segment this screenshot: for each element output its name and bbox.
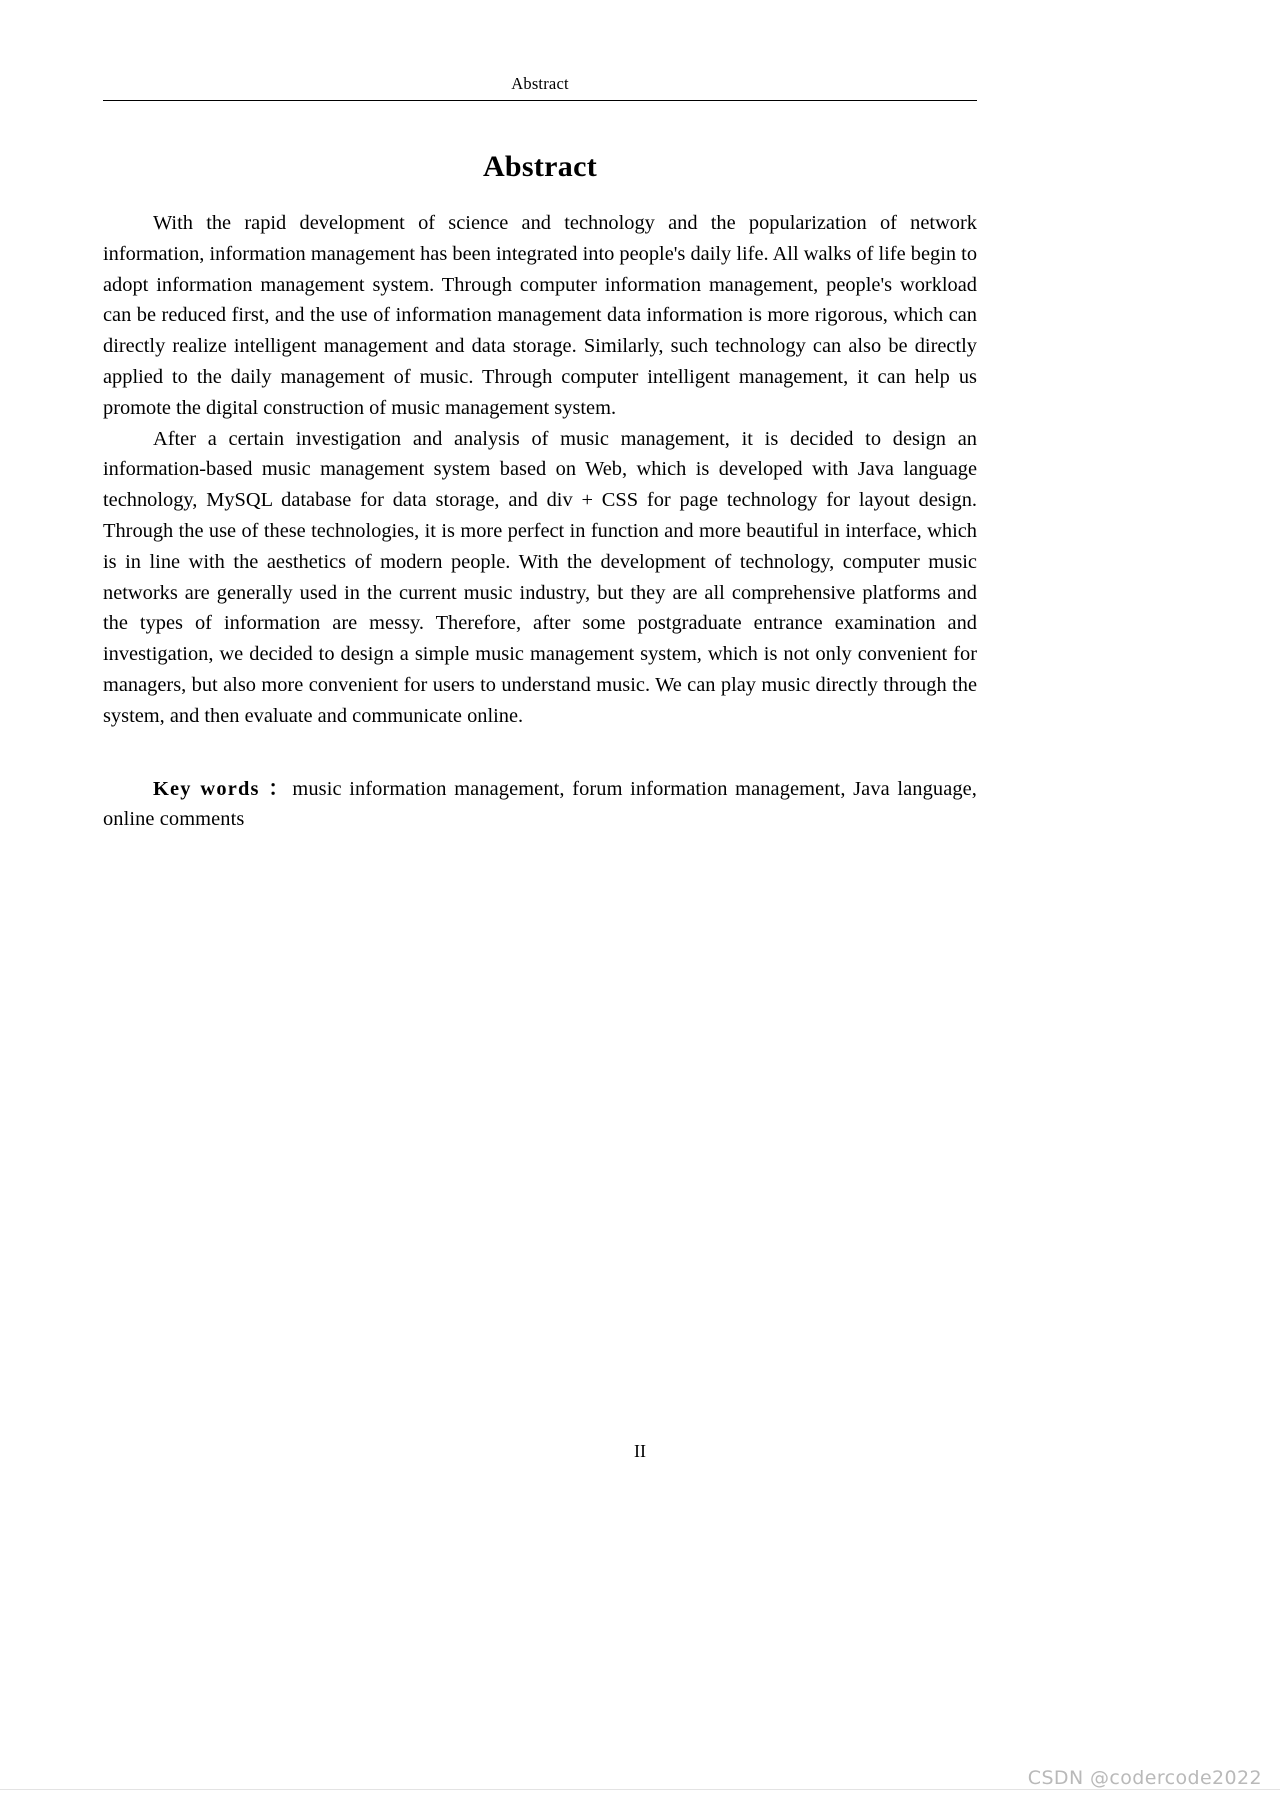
abstract-paragraph-1: With the rapid development of science and technology and the popularization of network information, information management has been integrated into people's daily life. All walks of life begin to adopt information management system. Through computer information management, people's workload can be reduced first, and the use of information management data information is more rigorous, which can directly realize intelligent management and data storage. Similarly, such technology can also be directly applied to the daily management of music. Through computer intelligent management, it can help us promote the digital construction of music management system. [103, 212, 978, 419]
running-header [103, 74, 977, 101]
keywords-block [103, 774, 977, 836]
page-bottom-edge [0, 1789, 1280, 1790]
page-title: Abstract [482, 150, 598, 183]
running-header-text: Abstract [511, 74, 569, 93]
keywords-label: Key words ： [153, 777, 293, 800]
page-number: II [634, 1441, 646, 1461]
header-divider [103, 100, 977, 101]
abstract-content [103, 148, 977, 835]
csdn-watermark: CSDN @codercode2022 [1027, 1767, 1262, 1789]
abstract-paragraph-2: After a certain investigation and analysis of music management, it is decided to design an information-based music management system based on Web, which is developed with Java language technology, MySQL database for data storage, and div + CSS for page technology for layout design. Through the use of these technologies, it is more perfect in function and more beautiful in interface, which is in line with the aesthetics of modern people. With the development of technology, computer music networks are generally used in the current music industry, but they are all comprehensive platforms and the types of information are messy. Therefore, after some postgraduate entrance examination and investigation, we decided to design a simple music management system, which is not only convenient for managers, but also more convenient for users to understand music. We can play music directly through the system, and then evaluate and communicate online. [103, 427, 977, 727]
keywords-value: music information management, forum information management, Java language, online comments [103, 777, 977, 831]
